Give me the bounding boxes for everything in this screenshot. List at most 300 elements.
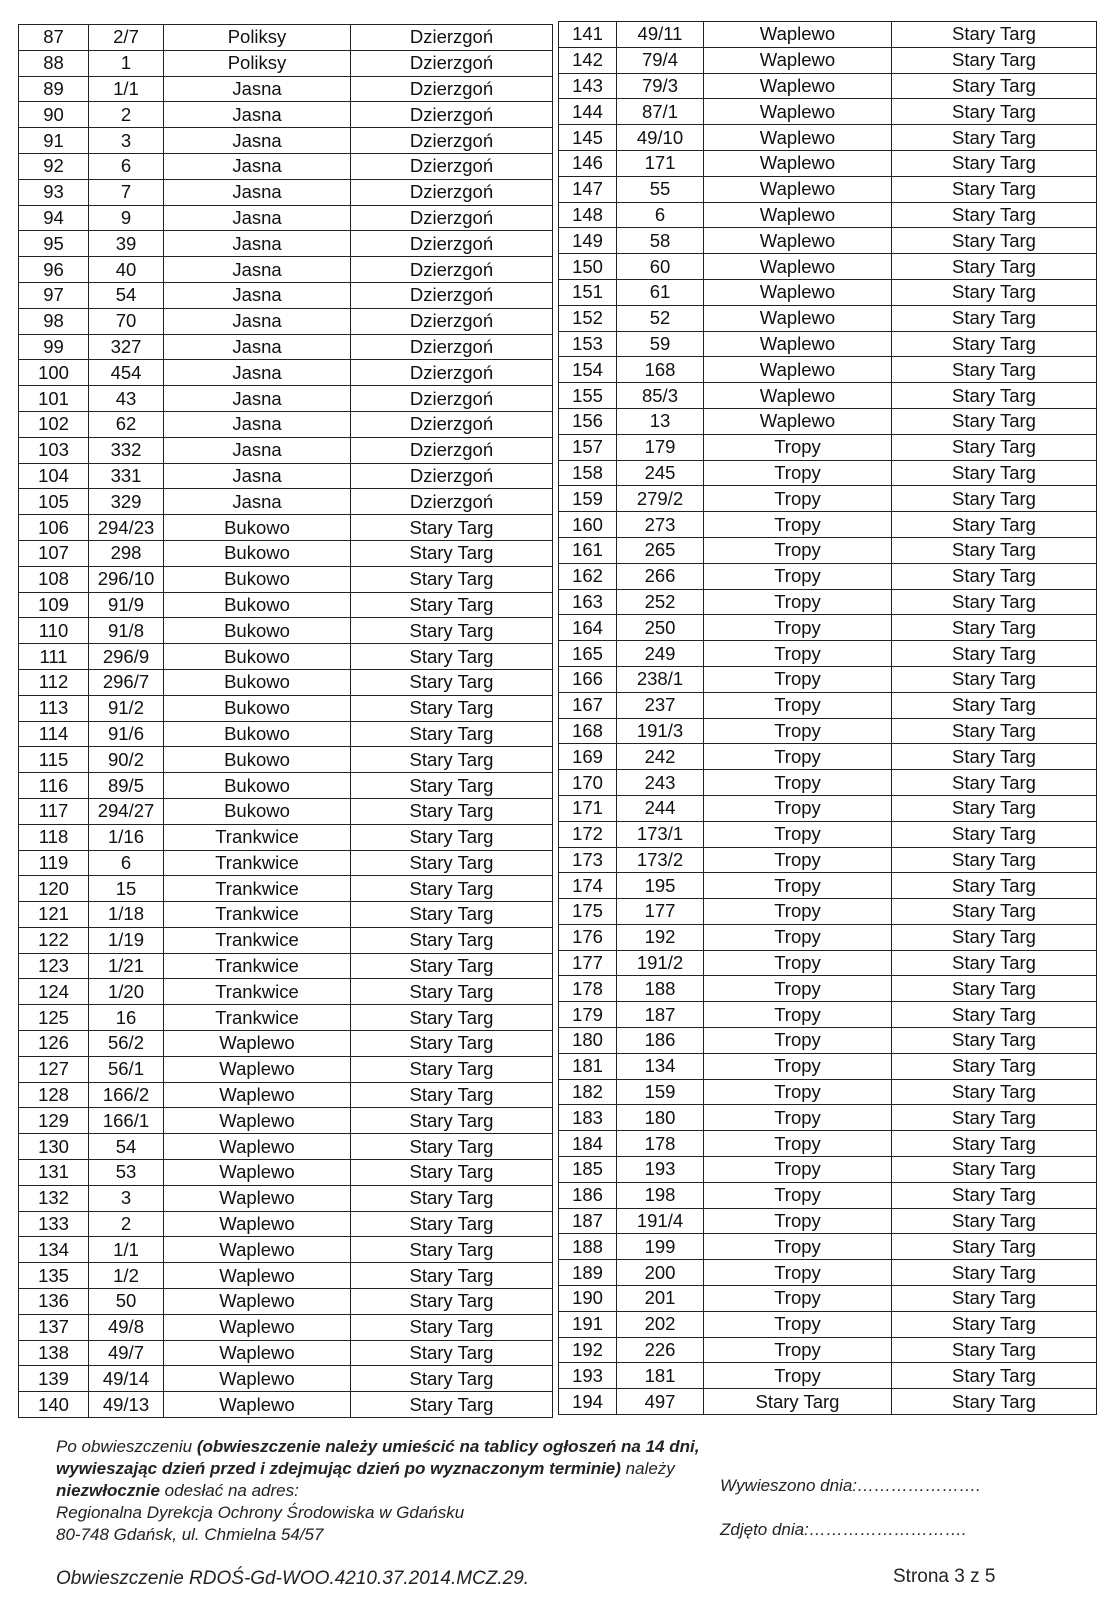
table-row [19,1134,553,1160]
precinct-cell: Trankwice [164,824,351,850]
precinct-cell: Jasna [164,489,351,515]
table-row [559,1311,1097,1337]
municipality-cell: Stary Targ [351,1005,553,1031]
parcel-number-cell: 2 [89,102,164,128]
table-row [19,1211,553,1237]
row-number-cell: 126 [19,1031,89,1057]
precinct-cell: Waplewo [704,150,892,176]
municipality-cell: Stary Targ [351,876,553,902]
table-row [19,1056,553,1082]
municipality-cell: Stary Targ [892,873,1097,899]
row-number-cell: 93 [19,179,89,205]
parcel-number-cell: 1/21 [89,953,164,979]
municipality-cell: Stary Targ [892,512,1097,538]
parcel-number-cell: 202 [617,1311,704,1337]
row-number-cell: 98 [19,308,89,334]
row-number-cell: 143 [559,73,617,99]
municipality-cell: Dzierzgoń [351,231,553,257]
precinct-cell: Waplewo [164,1289,351,1315]
instruction-bold: niezwłocznie [56,1481,160,1500]
precinct-cell: Tropy [704,537,892,563]
municipality-cell: Stary Targ [892,1002,1097,1028]
parcel-number-cell: 9 [89,205,164,231]
parcel-number-cell: 2/7 [89,25,164,51]
precinct-cell: Jasna [164,411,351,437]
precinct-cell: Trankwice [164,953,351,979]
table-row [19,463,553,489]
municipality-cell: Stary Targ [351,1160,553,1186]
municipality-cell: Stary Targ [892,537,1097,563]
row-number-cell: 162 [559,563,617,589]
table-row [19,1160,553,1186]
municipality-cell: Stary Targ [892,1157,1097,1183]
municipality-cell: Stary Targ [892,486,1097,512]
precinct-cell: Tropy [704,589,892,615]
row-number-cell: 189 [559,1260,617,1286]
table-row [19,979,553,1005]
row-number-cell: 192 [559,1337,617,1363]
parcel-number-cell: 49/11 [617,22,704,48]
municipality-cell: Stary Targ [892,1389,1097,1415]
precinct-cell: Tropy [704,873,892,899]
parcel-table-left [18,24,553,1418]
precinct-cell: Waplewo [704,254,892,280]
parcel-number-cell: 39 [89,231,164,257]
municipality-cell: Stary Targ [351,540,553,566]
row-number-cell: 105 [19,489,89,515]
precinct-cell: Waplewo [164,1366,351,1392]
page-number: Strona 3 z 5 [893,1566,996,1587]
municipality-cell: Dzierzgoń [351,257,553,283]
precinct-cell: Poliksy [164,50,351,76]
municipality-cell: Stary Targ [892,615,1097,641]
table-row [559,254,1097,280]
municipality-cell: Stary Targ [892,1286,1097,1312]
precinct-cell: Waplewo [704,357,892,383]
precinct-cell: Tropy [704,615,892,641]
row-number-cell: 147 [559,176,617,202]
table-row [559,512,1097,538]
row-number-cell: 171 [559,795,617,821]
table-row [19,128,553,154]
table-row [559,1389,1097,1415]
precinct-cell: Jasna [164,334,351,360]
municipality-cell: Stary Targ [351,669,553,695]
precinct-cell: Waplewo [704,305,892,331]
municipality-cell: Stary Targ [892,1053,1097,1079]
row-number-cell: 168 [559,718,617,744]
municipality-cell: Stary Targ [892,976,1097,1002]
row-number-cell: 170 [559,770,617,796]
row-number-cell: 92 [19,153,89,179]
parcel-number-cell: 3 [89,1185,164,1211]
table-row [19,102,553,128]
table-row [559,950,1097,976]
row-number-cell: 127 [19,1056,89,1082]
parcel-number-cell: 1/2 [89,1263,164,1289]
row-number-cell: 167 [559,692,617,718]
precinct-cell: Tropy [704,1311,892,1337]
parcel-number-cell: 79/4 [617,47,704,73]
table-row [559,460,1097,486]
table-row [19,360,553,386]
municipality-cell: Stary Targ [351,618,553,644]
precinct-cell: Tropy [704,1105,892,1131]
precinct-cell: Tropy [704,899,892,925]
parcel-number-cell: 87/1 [617,99,704,125]
row-number-cell: 137 [19,1314,89,1340]
precinct-cell: Bukowo [164,773,351,799]
municipality-cell: Stary Targ [351,644,553,670]
parcel-number-cell: 61 [617,279,704,305]
row-number-cell: 176 [559,924,617,950]
precinct-cell: Bukowo [164,669,351,695]
parcel-number-cell: 200 [617,1260,704,1286]
parcel-number-cell: 195 [617,873,704,899]
precinct-cell: Jasna [164,76,351,102]
municipality-cell: Stary Targ [351,773,553,799]
precinct-cell: Trankwice [164,850,351,876]
table-row [559,408,1097,434]
municipality-cell: Stary Targ [351,1056,553,1082]
parcel-number-cell: 90/2 [89,747,164,773]
row-number-cell: 116 [19,773,89,799]
precinct-cell: Waplewo [704,202,892,228]
row-number-cell: 185 [559,1157,617,1183]
row-number-cell: 120 [19,876,89,902]
precinct-cell: Waplewo [164,1031,351,1057]
row-number-cell: 184 [559,1131,617,1157]
table-row [19,1108,553,1134]
row-number-cell: 142 [559,47,617,73]
row-number-cell: 95 [19,231,89,257]
municipality-cell: Dzierzgoń [351,76,553,102]
municipality-cell: Stary Targ [892,150,1097,176]
precinct-cell: Tropy [704,434,892,460]
municipality-cell: Dzierzgoń [351,489,553,515]
precinct-cell: Waplewo [164,1211,351,1237]
municipality-cell: Stary Targ [892,228,1097,254]
table-row [19,308,553,334]
precinct-cell: Jasna [164,437,351,463]
precinct-cell: Waplewo [164,1160,351,1186]
municipality-cell: Stary Targ [892,821,1097,847]
table-row [19,876,553,902]
municipality-cell: Stary Targ [351,1108,553,1134]
parcel-number-cell: 79/3 [617,73,704,99]
row-number-cell: 188 [559,1234,617,1260]
precinct-cell: Tropy [704,486,892,512]
parcel-number-cell: 168 [617,357,704,383]
row-number-cell: 110 [19,618,89,644]
municipality-cell: Stary Targ [892,434,1097,460]
municipality-cell: Stary Targ [351,695,553,721]
table-row [559,563,1097,589]
table-row [19,798,553,824]
table-row [559,176,1097,202]
table-row [559,976,1097,1002]
parcel-number-cell: 187 [617,1002,704,1028]
table-row [559,847,1097,873]
parcel-number-cell: 6 [89,850,164,876]
parcel-number-cell: 1/1 [89,76,164,102]
parcel-number-cell: 298 [89,540,164,566]
table-row [19,437,553,463]
table-row [559,873,1097,899]
precinct-cell: Waplewo [704,73,892,99]
parcel-number-cell: 191/4 [617,1208,704,1234]
municipality-cell: Stary Targ [892,563,1097,589]
parcel-number-cell: 56/1 [89,1056,164,1082]
parcel-number-cell: 13 [617,408,704,434]
parcel-number-cell: 56/2 [89,1031,164,1057]
table-row [559,228,1097,254]
table-row [19,1340,553,1366]
parcel-number-cell: 1/1 [89,1237,164,1263]
row-number-cell: 179 [559,1002,617,1028]
table-row [19,411,553,437]
parcel-number-cell: 7 [89,179,164,205]
row-number-cell: 107 [19,540,89,566]
table-row [19,927,553,953]
municipality-cell: Stary Targ [351,979,553,1005]
row-number-cell: 109 [19,592,89,618]
table-row [19,153,553,179]
parcel-number-cell: 1 [89,50,164,76]
parcel-number-cell: 181 [617,1363,704,1389]
parcel-number-cell: 49/8 [89,1314,164,1340]
parcel-number-cell: 58 [617,228,704,254]
municipality-cell: Stary Targ [892,47,1097,73]
table-row [559,125,1097,151]
precinct-cell: Waplewo [164,1108,351,1134]
municipality-cell: Stary Targ [892,666,1097,692]
parcel-number-cell: 173/2 [617,847,704,873]
row-number-cell: 100 [19,360,89,386]
table-row [559,434,1097,460]
table-row [19,592,553,618]
table-row [19,1031,553,1057]
parcel-number-cell: 178 [617,1131,704,1157]
table-row [19,257,553,283]
row-number-cell: 136 [19,1289,89,1315]
row-number-cell: 140 [19,1392,89,1418]
row-number-cell: 144 [559,99,617,125]
row-number-cell: 141 [559,22,617,48]
table-row [559,1363,1097,1389]
precinct-cell: Bukowo [164,644,351,670]
table-row [19,1392,553,1418]
parcel-number-cell: 3 [89,128,164,154]
parcel-number-cell: 294/23 [89,515,164,541]
precinct-cell: Tropy [704,770,892,796]
parcel-number-cell: 54 [89,1134,164,1160]
precinct-cell: Tropy [704,1002,892,1028]
row-number-cell: 175 [559,899,617,925]
municipality-cell: Dzierzgoń [351,282,553,308]
return-instruction [56,1436,716,1546]
table-row [559,641,1097,667]
row-number-cell: 183 [559,1105,617,1131]
address-line: Regionalna Dyrekcja Ochrony Środowiska w Gdańsku [56,1503,465,1522]
precinct-cell: Tropy [704,641,892,667]
row-number-cell: 115 [19,747,89,773]
row-number-cell: 180 [559,1028,617,1054]
parcel-number-cell: 243 [617,770,704,796]
table-row [19,25,553,51]
row-number-cell: 122 [19,927,89,953]
parcel-number-cell: 279/2 [617,486,704,512]
row-number-cell: 148 [559,202,617,228]
row-number-cell: 123 [19,953,89,979]
table-row [19,540,553,566]
municipality-cell: Dzierzgoń [351,437,553,463]
parcel-number-cell: 53 [89,1160,164,1186]
parcel-number-cell: 497 [617,1389,704,1415]
row-number-cell: 187 [559,1208,617,1234]
parcel-number-cell: 60 [617,254,704,280]
municipality-cell: Stary Targ [892,73,1097,99]
table-row [19,1237,553,1263]
row-number-cell: 152 [559,305,617,331]
precinct-cell: Waplewo [704,383,892,409]
row-number-cell: 128 [19,1082,89,1108]
precinct-cell: Trankwice [164,979,351,1005]
parcel-number-cell: 177 [617,899,704,925]
precinct-cell: Bukowo [164,540,351,566]
municipality-cell: Dzierzgoń [351,411,553,437]
parcel-number-cell: 43 [89,386,164,412]
precinct-cell: Waplewo [164,1056,351,1082]
row-number-cell: 138 [19,1340,89,1366]
row-number-cell: 177 [559,950,617,976]
municipality-cell: Stary Targ [892,176,1097,202]
municipality-cell: Stary Targ [892,254,1097,280]
precinct-cell: Tropy [704,692,892,718]
table-row [559,73,1097,99]
precinct-cell: Jasna [164,463,351,489]
precinct-cell: Tropy [704,821,892,847]
parcel-table-right [558,21,1097,1415]
parcel-number-cell: 242 [617,744,704,770]
municipality-cell: Stary Targ [351,1340,553,1366]
municipality-cell: Stary Targ [892,718,1097,744]
parcel-number-cell: 237 [617,692,704,718]
municipality-cell: Stary Targ [892,279,1097,305]
parcel-number-cell: 1/16 [89,824,164,850]
municipality-cell: Dzierzgoń [351,153,553,179]
precinct-cell: Waplewo [704,408,892,434]
municipality-cell: Stary Targ [892,460,1097,486]
municipality-cell: Stary Targ [892,589,1097,615]
municipality-cell: Stary Targ [892,770,1097,796]
row-number-cell: 159 [559,486,617,512]
municipality-cell: Dzierzgoń [351,179,553,205]
municipality-cell: Stary Targ [892,202,1097,228]
table-row [559,99,1097,125]
parcel-number-cell: 266 [617,563,704,589]
row-number-cell: 132 [19,1185,89,1211]
posted-date-line: Wywieszono dnia:…………………. [720,1476,981,1495]
row-number-cell: 146 [559,150,617,176]
row-number-cell: 114 [19,721,89,747]
precinct-cell: Tropy [704,1363,892,1389]
parcel-number-cell: 245 [617,460,704,486]
parcel-number-cell: 40 [89,257,164,283]
parcel-number-cell: 191/3 [617,718,704,744]
parcel-number-cell: 49/13 [89,1392,164,1418]
municipality-cell: Stary Targ [892,950,1097,976]
parcel-number-cell: 166/1 [89,1108,164,1134]
precinct-cell: Tropy [704,460,892,486]
parcel-number-cell: 244 [617,795,704,821]
municipality-cell: Stary Targ [351,1082,553,1108]
row-number-cell: 186 [559,1182,617,1208]
table-row [559,1002,1097,1028]
row-number-cell: 104 [19,463,89,489]
municipality-cell: Stary Targ [351,1289,553,1315]
municipality-cell: Stary Targ [892,1131,1097,1157]
precinct-cell: Tropy [704,847,892,873]
document-reference: Obwieszczenie RDOŚ-Gd-WOO.4210.37.2014.MCZ.29. [56,1568,530,1589]
parcel-number-cell: 331 [89,463,164,489]
municipality-cell: Stary Targ [892,1311,1097,1337]
table-row [19,1289,553,1315]
parcel-number-cell: 49/7 [89,1340,164,1366]
municipality-cell: Stary Targ [892,1079,1097,1105]
precinct-cell: Waplewo [164,1392,351,1418]
parcel-number-cell: 6 [617,202,704,228]
municipality-cell: Stary Targ [892,692,1097,718]
precinct-cell: Tropy [704,950,892,976]
precinct-cell: Bukowo [164,798,351,824]
table-row [559,331,1097,357]
precinct-cell: Waplewo [704,125,892,151]
table-row [19,489,553,515]
precinct-cell: Jasna [164,257,351,283]
precinct-cell: Poliksy [164,25,351,51]
parcel-number-cell: 59 [617,331,704,357]
row-number-cell: 139 [19,1366,89,1392]
precinct-cell: Waplewo [164,1185,351,1211]
precinct-cell: Tropy [704,1053,892,1079]
municipality-cell: Stary Targ [892,924,1097,950]
precinct-cell: Tropy [704,1234,892,1260]
parcel-number-cell: 159 [617,1079,704,1105]
table-row [19,1366,553,1392]
precinct-cell: Tropy [704,744,892,770]
table-row [19,76,553,102]
parcel-number-cell: 91/2 [89,695,164,721]
precinct-cell: Stary Targ [704,1389,892,1415]
parcel-number-cell: 85/3 [617,383,704,409]
parcel-number-cell: 186 [617,1028,704,1054]
precinct-cell: Bukowo [164,695,351,721]
table-row [559,537,1097,563]
table-row [19,1082,553,1108]
municipality-cell: Stary Targ [892,99,1097,125]
parcel-number-cell: 332 [89,437,164,463]
municipality-cell: Stary Targ [351,566,553,592]
instruction-text: Po obwieszczeniu [56,1437,197,1456]
table-row [19,205,553,231]
municipality-cell: Stary Targ [351,1237,553,1263]
table-row [559,47,1097,73]
municipality-cell: Stary Targ [351,850,553,876]
table-row [19,1185,553,1211]
precinct-cell: Tropy [704,976,892,1002]
table-row [19,618,553,644]
